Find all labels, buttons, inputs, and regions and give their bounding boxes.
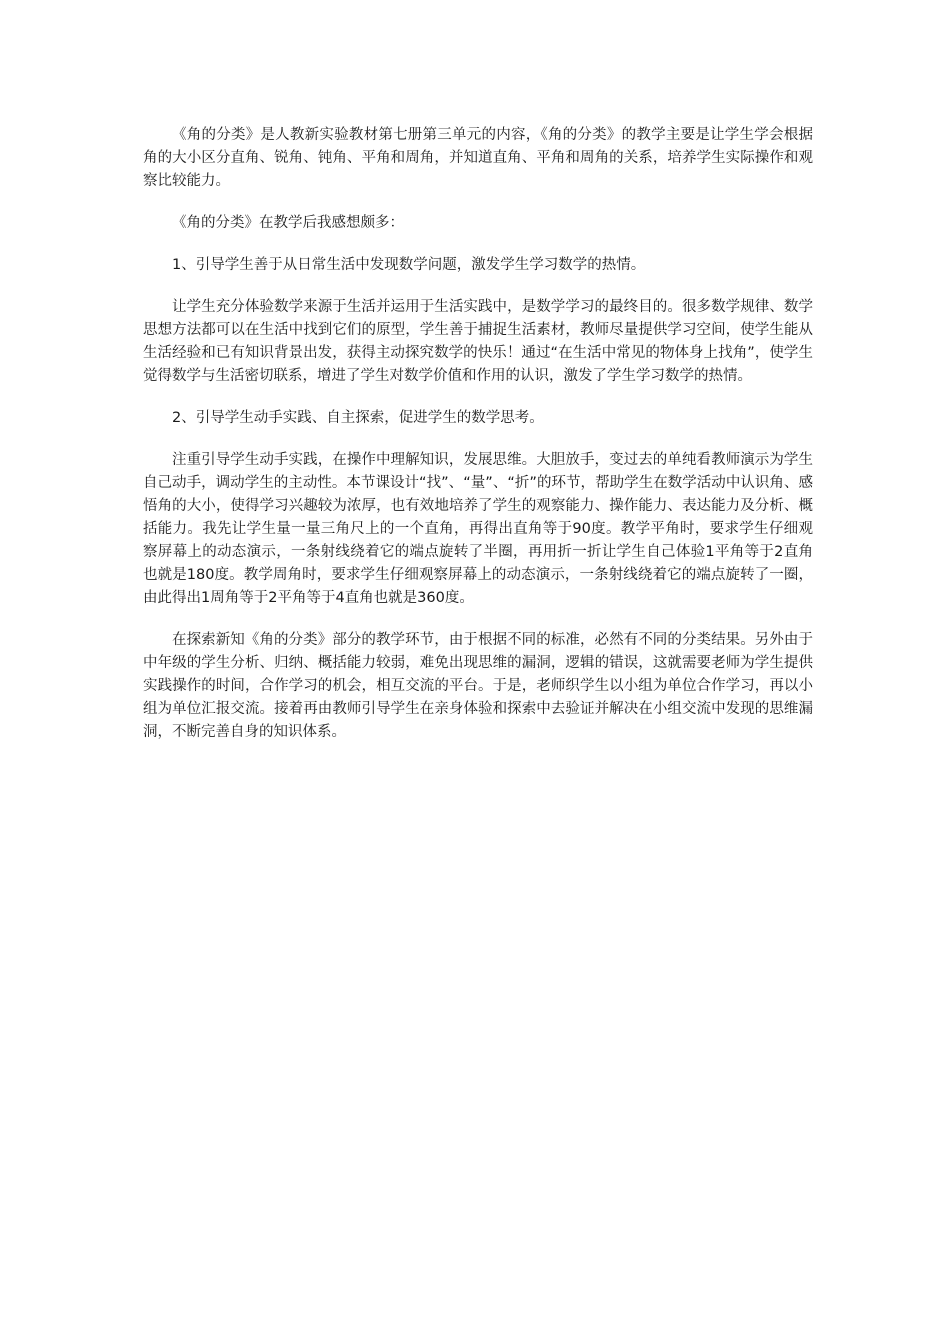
point-2-body: 注重引导学生动手实践，在操作中理解知识，发展思维。大胆放手，变过去的单纯看教师演示为学生自己动手，调动学生的主动性。本节课设计“找”、“量”、“折”的环节，帮助学生在数学活动中认识角、感悟角的大小，使得学习兴趣较为浓厚，也有效地培养了学生的观察能力、操作能力、表达能力及分析、概括能力。我先让学生量一量三角尺上的一个直角，再得出直角等于90度。教学平角时，要求学生仔细观察屏幕上的动态演示，一条射线绕着它的端点旋转了半圈，再用折一折让学生自己体验1平角等于2直角也就是180度。教学周角时，要求学生仔细观察屏幕上的动态演示，一条射线绕着它的端点旋转了一圈，由此得出1周角等于2平角等于4直角也就是360度。: [143, 452, 813, 606]
closing-paragraph: 在探索新知《角的分类》部分的教学环节，由于根据不同的标准，必然有不同的分类结果。另外由于中年级的学生分析、归纳、概括能力较弱，难免出现思维的漏洞，逻辑的错误，这就需要老师为学生提供实践操作的时间，合作学习的机会，相互交流的平台。于是，老师织学生以小组为单位合作学习，再以小组为单位汇报交流。接着再由教师引导学生在亲身体验和探索中去验证并解决在小组交流中发现的思维漏洞，不断完善自身的知识体系。: [143, 632, 813, 740]
point-2-heading: 2、引导学生动手实践、自主探索，促进学生的数学思考。: [172, 410, 544, 426]
document-body: [143, 124, 813, 763]
point-1-heading: 1、引导学生善于从日常生活中发现数学问题，激发学生学习数学的热情。: [172, 257, 646, 273]
point-1-body: 让学生充分体验数学来源于生活并运用于生活实践中，是数学学习的最终目的。很多数学规律、数学思想方法都可以在生活中找到它们的原型，学生善于捕捉生活素材，教师尽量提供学习空间，使学生能从生活经验和已有知识背景出发，获得主动探究数学的快乐！通过“在生活中常见的物体身上找角”，使学生觉得数学与生活密切联系，增进了学生对数学价值和作用的认识，激发了学生学习数学的热情。: [143, 299, 813, 384]
intro-paragraph: 《角的分类》是人教新实验教材第七册第三单元的内容，《角的分类》的教学主要是让学生学会根据角的大小区分直角、锐角、钝角、平角和周角，并知道直角、平角和周角的关系，培养学生实际操作和观察比较能力。: [143, 127, 813, 189]
reflection-lead-paragraph: 《角的分类》在教学后我感想颇多：: [172, 215, 404, 231]
